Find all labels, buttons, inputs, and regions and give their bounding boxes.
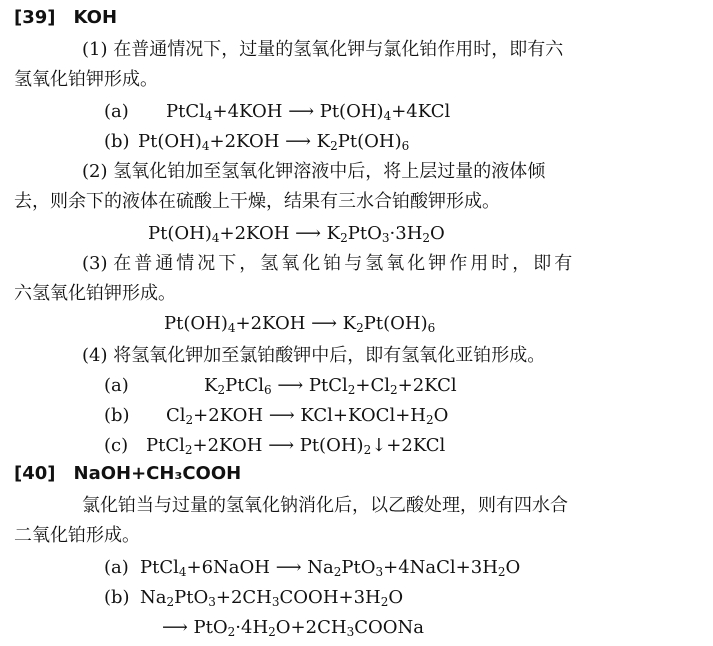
subscript: 4 <box>178 565 187 579</box>
section-number: [39] <box>14 7 56 28</box>
equation-label: (b) <box>104 131 130 152</box>
item-label: (4) <box>82 345 108 366</box>
subscript: 4 <box>211 231 220 245</box>
subscript: 2 <box>330 139 338 153</box>
equation-text: $Pt(OH)_4+2KOH$ ⟶ $K_2Pt(OH)_6$ <box>164 313 436 335</box>
subscript: 2 <box>380 595 389 609</box>
paragraph-40-line-1: 氯化铂当与过量的氢氧化钠消化后，以乙酸处理，则有四水合 <box>82 495 568 516</box>
item-label: (3) <box>82 253 108 274</box>
equation-40b <box>104 586 403 610</box>
subscript: 2 <box>390 383 398 397</box>
item-label: (1) <box>82 39 108 60</box>
paragraph-3-line-1 <box>82 252 575 276</box>
subscript: 4 <box>204 109 213 123</box>
subscript: 2 <box>347 383 356 397</box>
equation-2 <box>148 222 445 246</box>
subscript: 2 <box>227 625 236 639</box>
paragraph-2-line-1 <box>82 160 545 184</box>
subscript: 3 <box>375 565 384 579</box>
equation-4c <box>104 434 445 458</box>
item-label: (2) <box>82 161 108 182</box>
subscript: 2 <box>184 443 193 457</box>
section-number: [40] <box>14 463 56 484</box>
paragraph-4-line-1 <box>82 344 545 368</box>
subscript: 2 <box>363 443 372 457</box>
equation-1b <box>104 130 409 154</box>
subscript: 3 <box>208 595 216 609</box>
subscript: 6 <box>401 139 410 153</box>
equation-label: (a) <box>104 557 129 578</box>
paragraph-40-line-2: 二氧化铂形成。 <box>14 525 140 546</box>
equation-text: $Pt(OH)_4+2KOH$ ⟶ $K_2Pt(OH)_6$ <box>138 131 410 153</box>
equation-text: PtCl$_2$+2KOH ⟶ $Pt(OH)_2↓+2KCl$ <box>146 435 446 457</box>
paragraph-1-line-2: 氢氧化铂钾形成。 <box>14 69 158 90</box>
section-reagent: NaOH+CH₃COOH <box>73 463 242 484</box>
subscript: 2 <box>217 383 226 397</box>
section-reagent: KOH <box>73 7 118 28</box>
paragraph-text: 在普通情况下，氢氧化铂与氢氧化钾作用时，即有 <box>113 253 576 274</box>
subscript: 4 <box>383 109 392 123</box>
equation-text: $Cl_2+2KOH$ ⟶ $KCl+KOCl+H_2O$ <box>166 405 449 427</box>
subscript: 4 <box>227 321 236 335</box>
subscript: 2 <box>333 565 342 579</box>
paragraph-text: 氢氧化铂加至氢氧化钾溶液中后，将上层过量的液体倾 <box>113 161 546 182</box>
subscript: 2 <box>340 231 348 245</box>
equation-label: (b) <box>104 587 130 608</box>
equation-40b-continued <box>162 616 424 640</box>
subscript: 6 <box>263 383 272 397</box>
subscript: 2 <box>422 231 431 245</box>
equation-text: PtCl$_4$+6NaOH ⟶ $Na_2PtO_3+4NaCl+3H_2O$ <box>140 557 521 579</box>
equation-text: $Pt(OH)_4+2KOH$ ⟶ $K_2PtO_3\cdot 3H_2O$ <box>148 223 445 245</box>
subscript: 2 <box>268 625 276 639</box>
equation-40a <box>104 556 520 580</box>
equation-text: $K_2PtCl_6$ ⟶ $PtCl_2+Cl_2+2KCl$ <box>204 375 457 397</box>
subscript: 3 <box>381 231 390 245</box>
equation-text: $Na_2PtO_3+2CH_3COOH+3H_2O$ <box>140 587 404 609</box>
equation-label: (c) <box>104 435 129 456</box>
paragraph-text: 在普通情况下，过量的氢氧化钾与氯化铂作用时，即有六 <box>113 39 564 60</box>
equation-3 <box>164 312 435 336</box>
subscript: 2 <box>166 595 175 609</box>
section-heading-40 <box>14 462 241 486</box>
subscript: 2 <box>497 565 506 579</box>
section-heading-39 <box>14 6 117 30</box>
subscript: 6 <box>427 321 436 335</box>
subscript: 2 <box>425 413 434 427</box>
equation-label: (a) <box>104 375 129 396</box>
subscript: 4 <box>201 139 210 153</box>
paragraph-2-line-2: 去，则余下的液体在硫酸上干燥，结果有三水合铂酸钾形成。 <box>14 191 500 212</box>
equation-text: ⟶ $PtO_2\cdot 4H_2O+2CH_3COONa$ <box>162 617 424 639</box>
subscript: 3 <box>346 625 355 639</box>
paragraph-1-line-1 <box>82 38 563 62</box>
equation-label: (b) <box>104 405 130 426</box>
subscript: 3 <box>271 595 280 609</box>
equation-4a <box>104 374 457 398</box>
equation-1a <box>104 100 450 124</box>
equation-text: PtCl$_4$+4KOH ⟶ $Pt(OH)_4+4KCl$ <box>166 101 451 123</box>
subscript: 2 <box>185 413 194 427</box>
paragraph-3-line-2: 六氢氧化铂钾形成。 <box>14 283 176 304</box>
paragraph-text: 将氢氧化钾加至氯铂酸钾中后，即有氢氧化亚铂形成。 <box>113 345 546 366</box>
subscript: 2 <box>356 321 364 335</box>
equation-4b <box>104 404 448 428</box>
equation-label: (a) <box>104 101 129 122</box>
